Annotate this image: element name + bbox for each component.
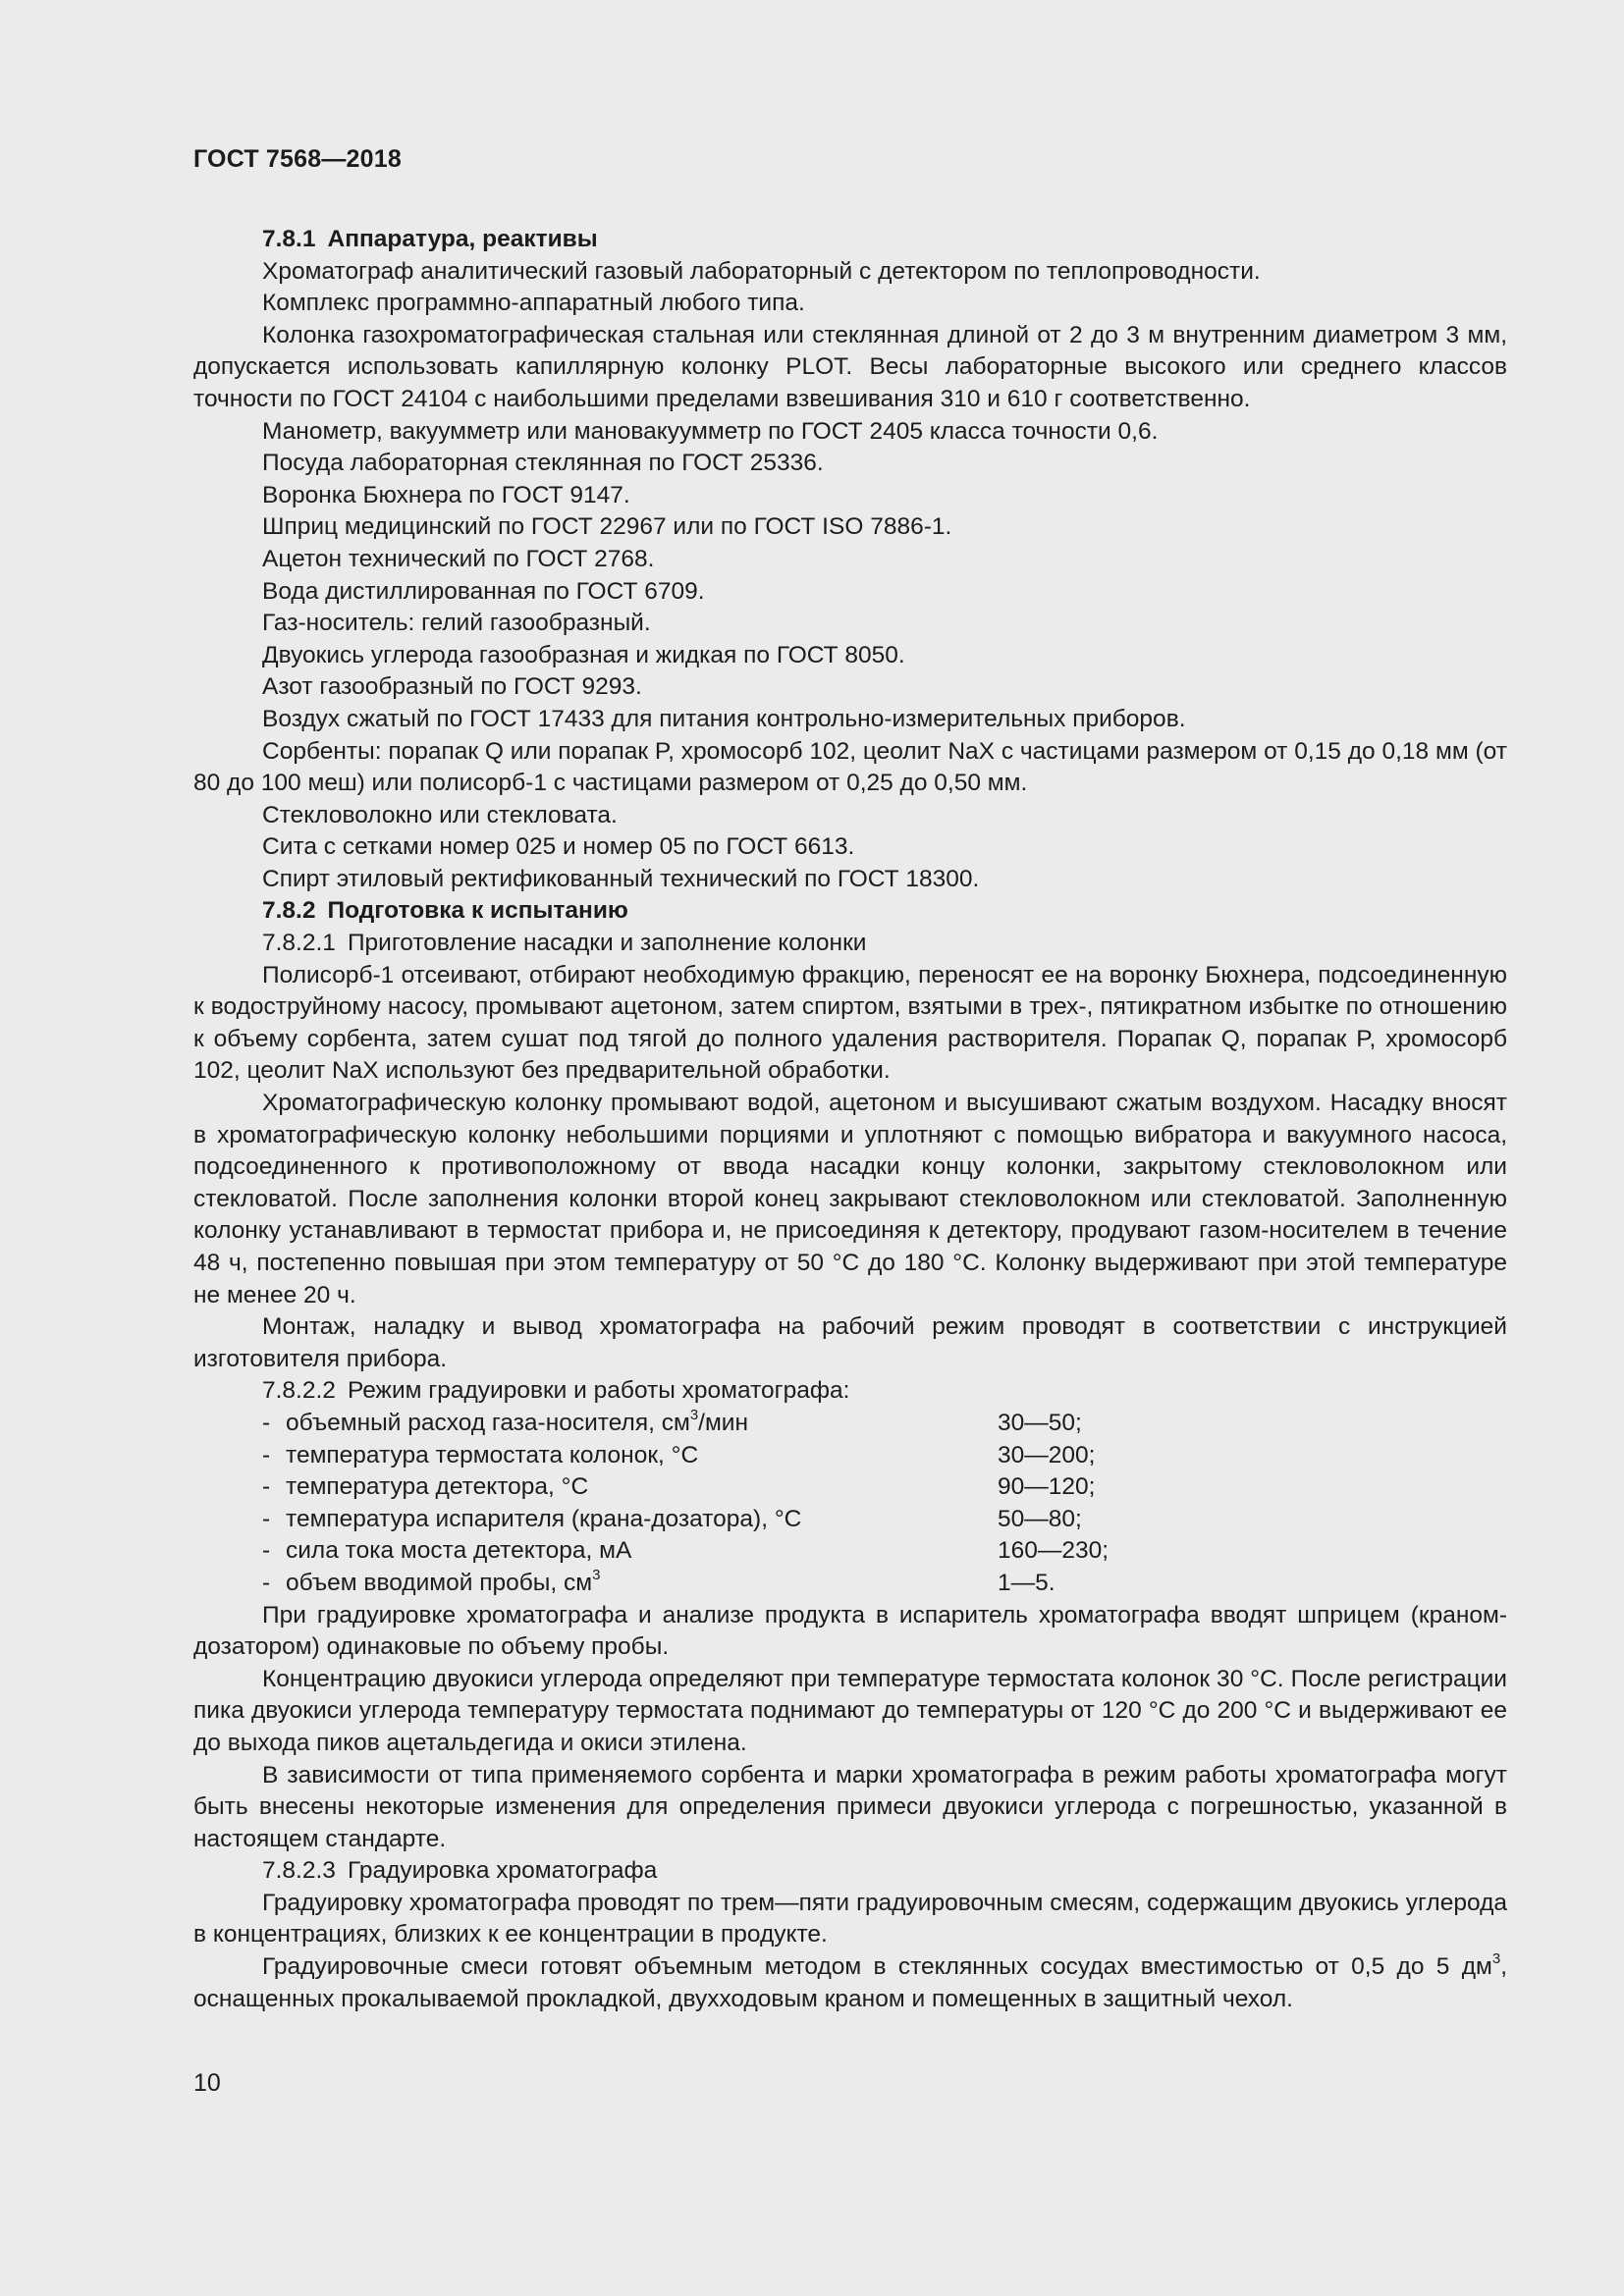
mode-value: 30—50; [998, 1409, 1082, 1436]
mode-value: 50—80; [998, 1505, 1082, 1532]
list-item: Комплекс программно-аппаратный любого типа. [262, 290, 805, 317]
section-number: 7.8.1 [262, 226, 316, 252]
paragraph: Монтаж, наладку и вывод хроматографа на рабочий режим проводят в соответствии с инструкцией изготовителя прибора. [193, 1313, 1507, 1372]
mode-value: 1—5. [998, 1569, 1056, 1596]
page-number: 10 [193, 2069, 221, 2097]
mode-row [193, 1440, 1507, 1472]
paragraph: Градуировку хроматографа проводят по трем—пяти градуировочным смесям, содержащим двуокись углерода в концентрациях, близких к ее концентрации в продукте. [193, 1889, 1507, 1949]
mode-row [193, 1408, 1507, 1440]
list-item: Шприц медицинский по ГОСТ 22967 или по ГОСТ ISO 7886-1. [262, 513, 952, 541]
list-item: Стекловолокно или стекловата. [262, 801, 618, 828]
mode-row [193, 1504, 1507, 1536]
section-number: 7.8.2 [262, 897, 316, 925]
list-item: Спирт этиловый ректификованный технический по ГОСТ 18300. [262, 865, 980, 892]
paragraph: Колонка газохроматографическая стальная или стеклянная длиной от 2 до 3 м внутренним диаметром 3 мм, допускается использовать капиллярную колонку PLOT. Весы лабораторные высокого или среднего классов точности по ГОСТ 24104 с наибольшими пределами взвешивания 310 и 610 г соответственно. [193, 321, 1507, 412]
subsection-heading-7-8-2-3 [193, 1855, 1507, 1888]
section-number: 7.8.2.3 [262, 1857, 336, 1885]
section-number: 7.8.2.2 [262, 1377, 336, 1405]
section-title: Градуировка хроматографа [347, 1857, 658, 1885]
section-title: Приготовление насадки и заполнение колонки [347, 930, 867, 957]
mode-row [193, 1471, 1507, 1504]
section-number: 7.8.2.1 [262, 930, 336, 957]
paragraph: Сорбенты: порапак Q или порапак P, хромосорб 102, цеолит NaX с частицами размером от 0,15 до 0,18 мм (от 80 до 100 меш) или полисорб-1 с частицами размером от 0,25 до 0,50 мм. [193, 737, 1507, 797]
mode-value: 90—120; [998, 1473, 1096, 1501]
list-dash: - [262, 1441, 271, 1468]
list-item: Посуда лабораторная стеклянная по ГОСТ 25336. [262, 450, 824, 477]
mode-value: 160—230; [998, 1537, 1110, 1565]
list-item: Сита с сетками номер 025 и номер 05 по ГОСТ 6613. [262, 833, 855, 861]
list-item: Газ-носитель: гелий газообразный. [262, 610, 651, 637]
section-title: Аппаратура, реактивы [327, 226, 598, 252]
list-item: Манометр, вакуумметр или мановакуумметр по ГОСТ 2405 класса точности 0,6. [262, 417, 1159, 445]
paragraph: В зависимости от типа применяемого сорбента и марки хроматографа в режим работы хроматографа могут быть внесены некоторые изменения для определения примеси двуокиси углерода с погрешностью, указанной в настоящем стандарте. [193, 1761, 1507, 1852]
list-dash: - [262, 1569, 271, 1596]
section-title: Подготовка к испытанию [327, 897, 628, 925]
list-dash: - [262, 1505, 271, 1532]
list-item: Воздух сжатый по ГОСТ 17433 для питания контрольно-измерительных приборов. [262, 705, 1186, 732]
list-dash: - [262, 1537, 271, 1565]
list-item: Хроматограф аналитический газовый лабораторный с детектором по теплопроводности. [262, 257, 1261, 285]
list-item: Двуокись углерода газообразная и жидкая по ГОСТ 8050. [262, 641, 905, 668]
document-header: ГОСТ 7568—2018 [193, 145, 402, 173]
section-heading-7-8-2 [193, 895, 1507, 928]
list-dash: - [262, 1409, 271, 1436]
mode-row [193, 1568, 1507, 1600]
mode-label: температура детектора, °C [286, 1473, 589, 1501]
list-item: Вода дистиллированная по ГОСТ 6709. [262, 577, 705, 605]
mode-label: температура испарителя (крана-дозатора), °C [286, 1505, 802, 1532]
paragraph: Полисорб-1 отсеивают, отбирают необходимую фракцию, переносят ее на воронку Бюхнера, подсоединенную к водоструйному насосу, промывают ацетоном, затем спиртом, взятыми в трех-, пятикратном избытке по отношению к объему сорбента, затем сушат под тягой до полного удаления растворителя. Порапак Q, порапак P, хромосорб 102, цеолит NaX используют без предварительной обработки. [193, 961, 1507, 1085]
list-item: Ацетон технический по ГОСТ 2768. [262, 545, 655, 572]
mode-label: объемный расход газа-носителя, $см^3$/мин [286, 1406, 749, 1436]
paragraph: При градуировке хроматографа и анализе продукта в испаритель хроматографа вводят шприцем (краном-дозатором) одинаковые по объему пробы. [193, 1601, 1507, 1661]
mode-row [193, 1535, 1507, 1568]
paragraph: Хроматографическую колонку промывают водой, ацетоном и высушивают сжатым воздухом. Насадку вносят в хроматографическую колонку небольшими порциями и уплотняют с помощью вибратора и вакуумного насоса, подсоединенного к противоположному от ввода насадки концу колонки, закрытому стекловолокном или стекловатой. После заполнения колонки второй конец закрывают стекловолокном или стекловатой. Заполненную колонку устанавливают в термостат прибора и, не присоединяя к детектору, продувают газом-носителем в течение 48 ч, постепенно повышая при этом температуру от 50 °C до 180 °C. Колонку выдерживают при этой температуре не менее 20 ч. [193, 1090, 1507, 1308]
mode-label: сила тока моста детектора, мА [286, 1537, 632, 1565]
mode-label: температура термостата колонок, °C [286, 1441, 699, 1468]
subsection-heading-7-8-2-2 [193, 1375, 1507, 1408]
section-heading-7-8-1 [193, 224, 1507, 256]
paragraph: Градуировочные смеси готовят объемным методом в стеклянных сосудах вместимостью от 0,5 до 5 $дм^3$, оснащенных прокалываемой прокладкой, двухходовым краном и помещенных в защитный чехол. [193, 1949, 1507, 2012]
mode-label: объем вводимой пробы, $см^3$ [286, 1566, 601, 1596]
list-item: Воронка Бюхнера по ГОСТ 9147. [262, 481, 630, 508]
list-item: Азот газообразный по ГОСТ 9293. [262, 673, 642, 701]
list-dash: - [262, 1473, 271, 1501]
subsection-heading-7-8-2-1 [193, 928, 1507, 960]
section-title: Режим градуировки и работы хроматографа: [347, 1377, 850, 1405]
document-body [193, 224, 1507, 2015]
mode-value: 30—200; [998, 1441, 1096, 1468]
paragraph: Концентрацию двуокиси углерода определяют при температуре термостата колонок 30 °C. После регистрации пика двуокиси углерода температуру термостата поднимают до температуры от 120 °C до 200 °C и выдерживают ее до выхода пиков ацетальдегида и окиси этилена. [193, 1665, 1507, 1756]
